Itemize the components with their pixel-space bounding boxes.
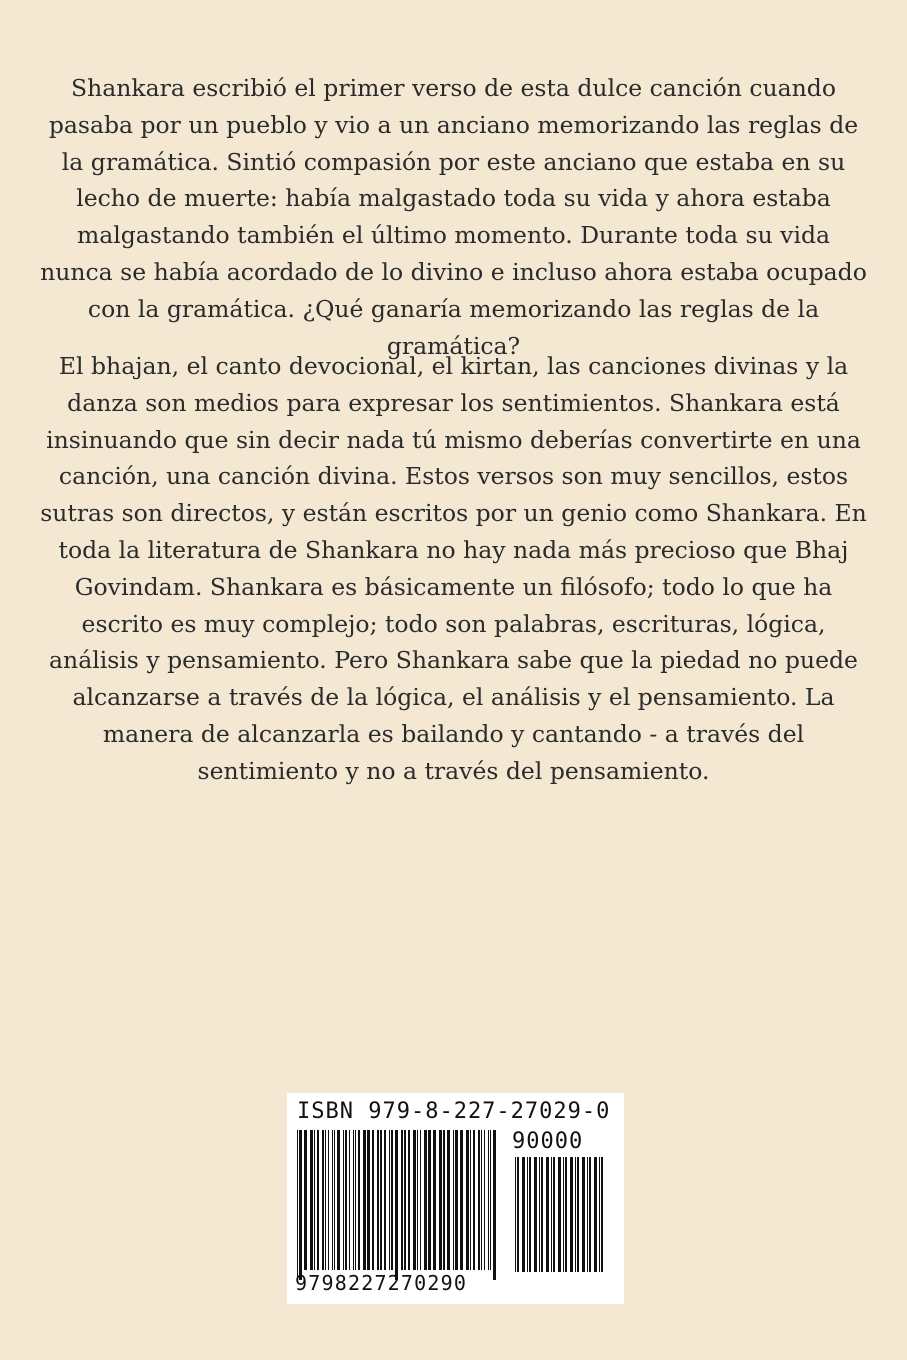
barcode-bar	[343, 1130, 344, 1270]
barcode-bar	[317, 1130, 319, 1270]
barcode-label	[287, 1093, 624, 1304]
barcode-bar	[310, 1130, 313, 1270]
barcode-bar	[490, 1130, 491, 1270]
barcode-bar	[413, 1130, 416, 1270]
barcode-bar	[439, 1130, 442, 1270]
addon-bar	[589, 1157, 591, 1272]
barcode-bar	[420, 1130, 421, 1270]
addon-bar	[587, 1157, 588, 1272]
barcode-bar	[304, 1130, 307, 1270]
barcode-bar	[314, 1130, 315, 1270]
barcode-bar	[367, 1130, 370, 1270]
addon-bar	[515, 1157, 516, 1272]
barcode-bar	[384, 1130, 386, 1270]
addon-bar	[527, 1157, 528, 1272]
description-paragraph-1: Shankara escribió el primer verso de esta dulce canción cuando pasaba por un pueblo y vio a un anciano memorizando las reglas de la gramática. Sintió compasión por este anciano que estaba en su lecho de muerte: había malgastado toda su vida y ahora estaba malgastando también el último momento. Durante toda su vida nunca se había acordado de lo divino e incluso ahora estaba ocupado con la gramática. ¿Qué ganaría memorizando las reglas de la gramática?	[40, 74, 867, 360]
barcode-bar	[401, 1130, 403, 1270]
barcode-bar	[481, 1130, 482, 1270]
barcode-bar	[455, 1130, 458, 1270]
addon-bar	[553, 1157, 555, 1272]
barcode-bar	[377, 1130, 379, 1270]
addon-bar	[599, 1157, 600, 1272]
addon-bar	[534, 1157, 537, 1272]
barcode-bar	[349, 1130, 350, 1270]
addon-bar	[558, 1157, 561, 1272]
barcode-bar	[443, 1130, 445, 1270]
addon-bar	[594, 1157, 597, 1272]
barcode-bar	[334, 1130, 335, 1270]
barcode-bar	[332, 1130, 333, 1270]
barcode-bar	[389, 1130, 390, 1270]
barcode-bar	[478, 1130, 480, 1270]
addon-bar	[563, 1157, 564, 1272]
addon-bar	[546, 1157, 549, 1272]
barcode-bar	[353, 1130, 354, 1270]
addon-bar	[575, 1157, 576, 1272]
addon-bar	[577, 1157, 579, 1272]
barcode-bar	[395, 1130, 398, 1280]
barcode-bar	[391, 1130, 393, 1270]
addon-bar	[539, 1157, 540, 1272]
barcode-bar	[453, 1130, 454, 1270]
barcode-bar	[404, 1130, 406, 1270]
barcode-bar	[493, 1130, 496, 1280]
price-code: 90000	[512, 1129, 584, 1154]
addon-bar	[551, 1157, 552, 1272]
barcode-bar	[363, 1130, 366, 1270]
addon-bar	[541, 1157, 543, 1272]
barcode-bar	[424, 1130, 427, 1270]
addon-bar	[570, 1157, 573, 1272]
addon-bar	[517, 1157, 519, 1272]
barcode-bar	[473, 1130, 475, 1270]
barcode-bar	[345, 1130, 347, 1270]
barcode-bar	[408, 1130, 410, 1270]
barcode-bar	[337, 1130, 340, 1270]
barcode-bar	[355, 1130, 356, 1270]
barcode-bar	[328, 1130, 329, 1270]
addon-bar	[601, 1157, 603, 1272]
barcode-bar	[299, 1130, 302, 1280]
barcode-bar	[380, 1130, 382, 1270]
barcode-bar	[460, 1130, 463, 1270]
barcode-bar	[322, 1130, 324, 1270]
barcode-bar	[428, 1130, 431, 1270]
barcode-digits: 9798227270290	[295, 1271, 468, 1295]
addon-bar	[565, 1157, 567, 1272]
barcode-bar	[484, 1130, 485, 1270]
addon-bar	[582, 1157, 585, 1272]
barcode-bar	[297, 1130, 298, 1280]
barcode-bar	[372, 1130, 374, 1270]
barcode-bar	[433, 1130, 436, 1270]
barcode-bar	[488, 1130, 489, 1270]
addon-bar	[529, 1157, 531, 1272]
barcode-bar	[447, 1130, 450, 1270]
isbn-number: ISBN 979-8-227-27029-0	[297, 1099, 611, 1124]
barcode-bar	[470, 1130, 471, 1270]
barcode-bar	[358, 1130, 360, 1270]
barcode-bar	[417, 1130, 418, 1270]
barcode-bar	[466, 1130, 469, 1270]
addon-bar	[522, 1157, 525, 1272]
barcode-bar	[325, 1130, 326, 1270]
description-paragraph-2: El bhajan, el canto devocional, el kirtan, las canciones divinas y la danza son medios para expresar los sentimientos. Shankara está insinuando que sin decir nada tú mismo deberías convertirte en una canción, una canción divina. Estos versos son muy sencillos, estos sutras son directos, y están escritos por un genio como Shankara. En toda la literatura de Shankara no hay nada más precioso que Bhaj Govindam. Shankara es básicamente un filósofo; todo lo que ha escrito es muy complejo; todo son palabras, escrituras, lógica, análisis y pensamiento. Pero Shankara sabe que la piedad no puede alcanzarse a través de la lógica, el análisis y el pensamiento. La manera de alcanzarla es bailando y cantando - a través del sentimiento y no a través del pensamiento.	[40, 352, 867, 785]
